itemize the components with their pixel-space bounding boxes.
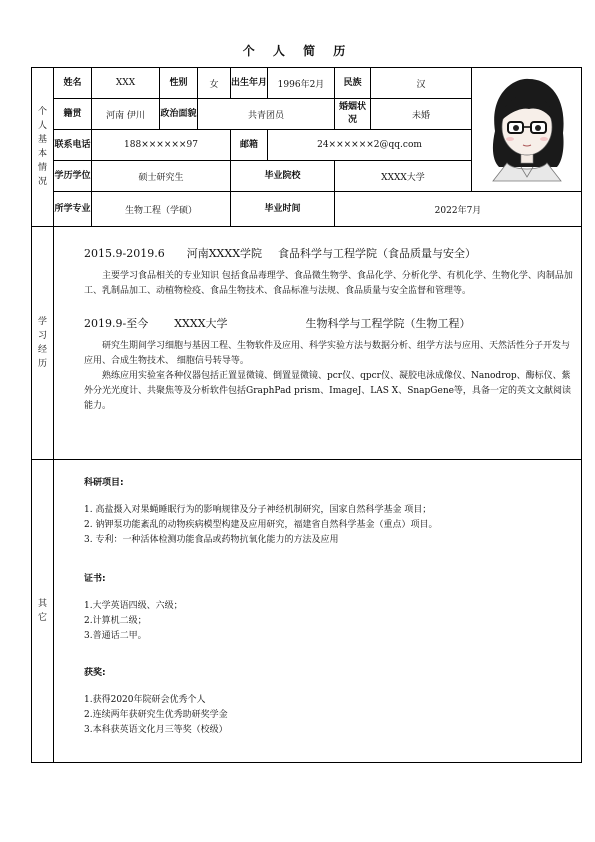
basic-info-section-label: 个 人 基 本 情 况 [32, 68, 54, 227]
research-item: 3. 专利：一种活体检测功能食品或药物抗氧化能力的方法及应用 [84, 535, 339, 545]
marital-status-value: 未婚 [371, 99, 472, 130]
study-paragraph: 熟练应用实验室各种仪器包括正置显微镜、倒置显微镜、pcr仪、qpcr仪、凝胶电泳成像仪、Nanodrop、酶标仪、紫外分光光度计、共聚焦等及分析软件包括GraphPad prism、ImageJ、LAS X、SnapGene等，具备一定的英文文献阅读能力。 [84, 371, 571, 411]
study-school: XXXX大学 [174, 317, 228, 330]
study-dept: 食品科学与工程学院（食品质量与安全） [278, 247, 477, 260]
award-item: 2.连续两年获研究生优秀助研奖学金 [84, 710, 228, 720]
school-label: 毕业院校 [231, 161, 335, 192]
resume-table [31, 67, 582, 763]
research-heading: 科研项目: [84, 478, 124, 488]
political-status-label: 政治面貌 [160, 99, 198, 130]
award-heading: 获奖: [84, 668, 106, 678]
study-section-label: 学 习 经 历 [32, 227, 54, 460]
gender-label: 性别 [160, 68, 198, 99]
other-section-label: 其 它 [32, 460, 54, 763]
ethnicity-value: 汉 [371, 68, 472, 99]
other-content [54, 460, 582, 763]
study-school: 河南XXXX学院 [186, 247, 263, 260]
avatar [477, 71, 577, 189]
gender-value: 女 [198, 68, 231, 99]
award-item: 3.本科获英语文化月三等奖（校级） [84, 725, 228, 735]
grad-time-value: 2022年7月 [335, 192, 582, 227]
degree-value: 硕士研究生 [92, 161, 231, 192]
major-value: 生物工程（学硕） [92, 192, 231, 227]
certificate-item: 1.大学英语四级、六级； [84, 601, 183, 611]
phone-label: 联系电话 [54, 130, 92, 161]
award-item: 1.获得2020年院研会优秀个人 [84, 695, 206, 705]
phone-value: 188××××××97 [92, 130, 231, 161]
degree-label: 学历学位 [54, 161, 92, 192]
email-label: 邮箱 [231, 130, 268, 161]
ethnicity-label: 民族 [335, 68, 371, 99]
marital-status-label: 婚姻状况 [335, 99, 371, 130]
study-entry-header [84, 315, 573, 331]
study-period: 2015.9-2019.6 [84, 247, 165, 260]
grad-time-label: 毕业时间 [231, 192, 335, 227]
name-value: XXX [92, 68, 160, 99]
certificate-item: 2.计算机二级； [84, 616, 147, 626]
certificate-item: 3.普通话二甲。 [84, 631, 147, 641]
study-entry-header [84, 245, 573, 261]
study-content [54, 227, 582, 460]
birth-value: 1996年2月 [268, 68, 335, 99]
study-paragraph: 研究生期间学习细胞与基因工程、生物软件及应用、科学实验方法与数据分析、组学方法与应用、天然活性分子开发与应用、合成生物技术、 细胞信号转导等。 [84, 341, 571, 366]
major-label: 所学专业 [54, 192, 92, 227]
native-place-value: 河南 伊川 [92, 99, 160, 130]
school-value: XXXX大学 [335, 161, 472, 192]
page-title: 个 人 简 历 [242, 44, 353, 58]
native-place-label: 籍贯 [54, 99, 92, 130]
research-item: 2. 钠钾泵功能紊乱的动物疾病模型构建及应用研究，福建省自然科学基金（重点）项目。 [84, 520, 438, 530]
research-item: 1. 高盐摄入对果蝇睡眠行为的影响规律及分子神经机制研究，国家自然科学基金 项目； [84, 505, 432, 515]
study-dept: 生物科学与工程学院（生物工程） [305, 317, 471, 330]
certificate-heading: 证书: [84, 574, 106, 584]
birth-label: 出生年月 [231, 68, 268, 99]
political-status-value: 共青团员 [198, 99, 335, 130]
study-paragraph: 主要学习食品相关的专业知识 包括食品毒理学、食品微生物学、食品化学、分析化学、有机化学、生物化学、肉制品加工、乳制品加工、动植物检疫、食品生物技术、食品标准与法规、食品质量与安全监督和管理等。 [84, 271, 573, 296]
study-period: 2019.9-至今 [84, 317, 149, 330]
photo-cell [472, 68, 582, 192]
email-value: 24××××××2@qq.com [268, 130, 472, 161]
name-label: 姓名 [54, 68, 92, 99]
